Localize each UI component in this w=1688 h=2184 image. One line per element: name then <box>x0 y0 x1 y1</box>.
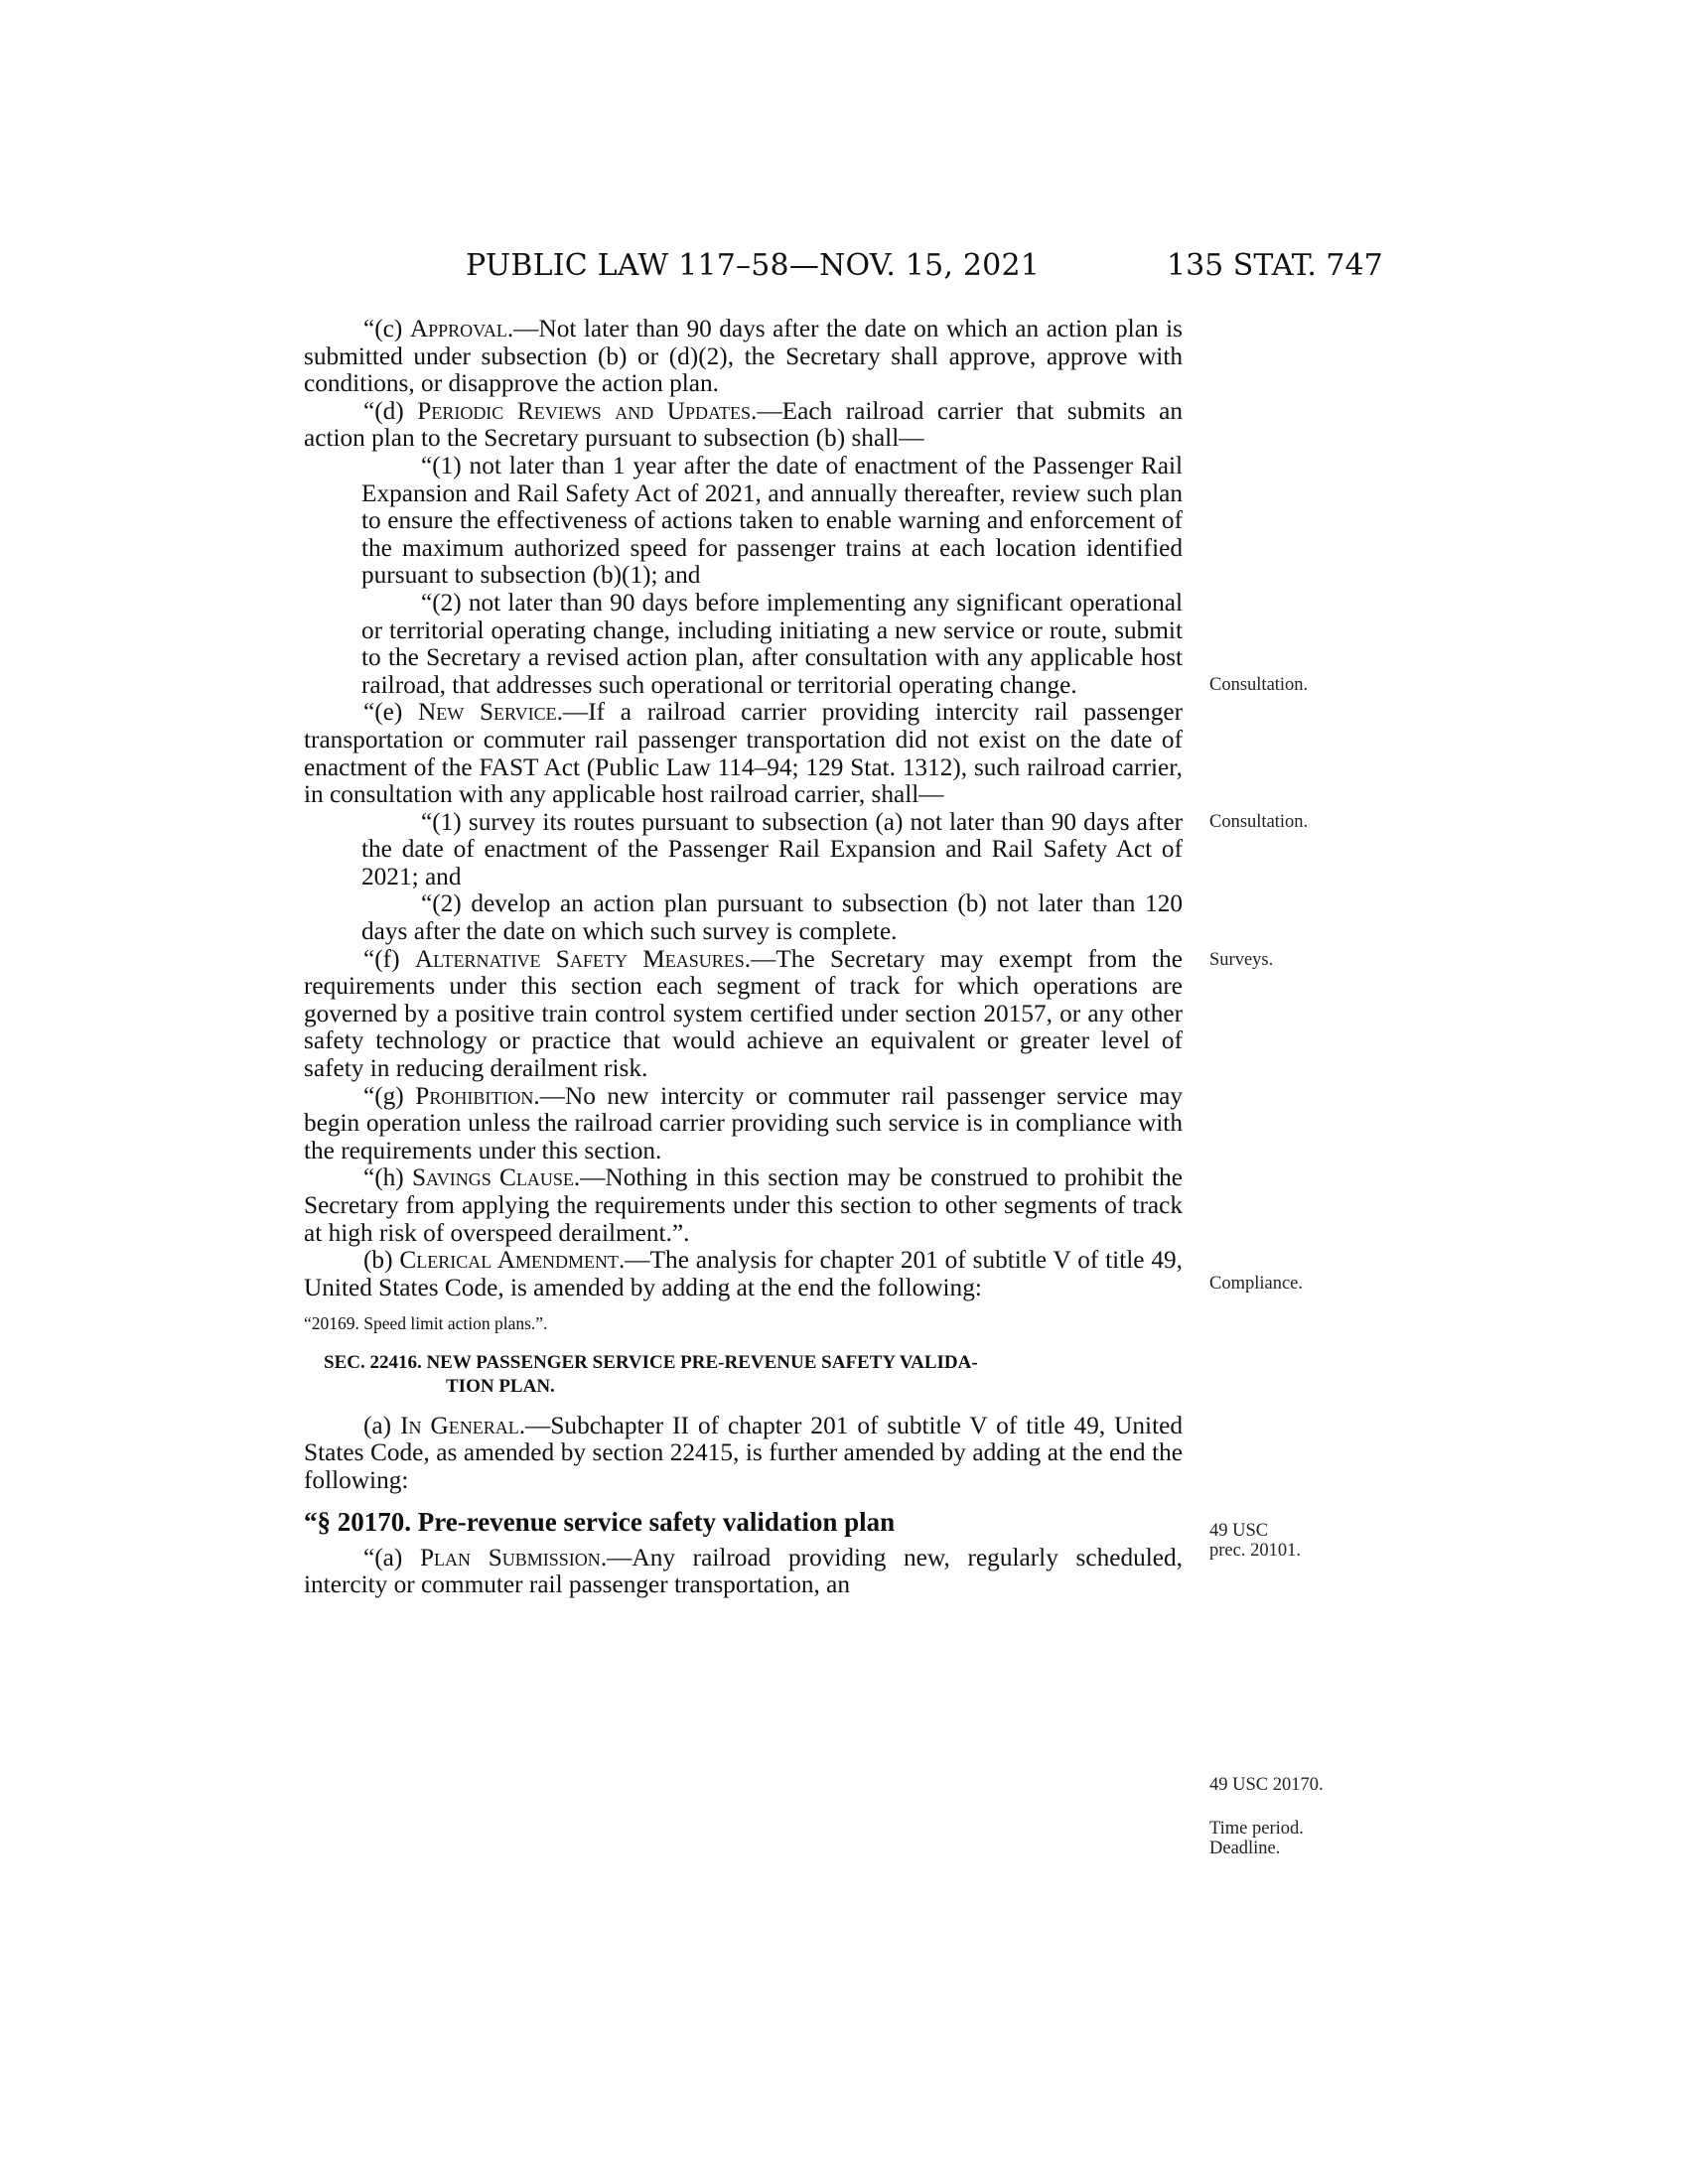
sidenote-compliance: Compliance. <box>1209 1274 1304 1294</box>
paragraph-heading: Plan Submission <box>419 1543 601 1571</box>
sidenote-usc-prec: 49 USC prec. 20101. <box>1209 1521 1301 1561</box>
paragraph-a-in-general: (a) In General.—Subchapter II of chapter 201 of subtitle V of title 49, United States Code, as amended by section 22415, is further amended by adding at the end the following: <box>304 1411 1183 1495</box>
section-title: “§ 20170. Pre-revenue service safety validation plan <box>304 1506 896 1537</box>
paragraph-e2: “(2) develop an action plan pursuant to subsection (b) not later than 120 days after the date on which such survey is complete. <box>361 889 1183 946</box>
paragraph-e: “(e) New Service.—If a railroad carrier providing intercity rail passenger transportation or commuter rail passenger transportation did not exist on the date of enactment of the FAST Act (Public Law 114–94; 129 Stat. 1312), such railroad carrier, in consultation with any applicable host railroad carrier, shall— <box>304 698 1183 809</box>
sidenote-usc-20170: 49 USC 20170. <box>1209 1775 1324 1795</box>
paragraph-heading: Savings Clause <box>411 1163 574 1192</box>
page-number: 135 STAT. 747 <box>1167 248 1383 283</box>
paragraph-heading: Approval <box>409 315 507 342</box>
paragraph-g: “(g) Prohibition.—No new intercity or commuter rail passenger service may begin operation unless the railroad carrier providing such service is in compliance with the requirements under this section. <box>304 1081 1183 1164</box>
paragraph-heading: New Service <box>418 698 557 727</box>
paragraph-e1: “(1) survey its routes pursuant to subsection (a) not later than 90 days after the date of enactment of the Passenger Rail Expansion and Rail Safety Act of 2021; and <box>361 807 1183 890</box>
running-head: PUBLIC LAW 117–58—NOV. 15, 2021 <box>466 248 1041 283</box>
page-header <box>0 248 1688 288</box>
section-heading: SEC. 22416. NEW PASSENGER SERVICE PRE-REVENUE SAFETY VALIDA- TION PLAN. <box>324 1351 978 1397</box>
paragraph-heading: Clerical Amendment <box>399 1246 619 1275</box>
paragraph-d1: “(1) not later than 1 year after the date of enactment of the Passenger Rail Expansion and Rail Safety Act of 2021, and annually thereafter, review such plan to ensure the effectiveness of actions taken to enable warning and enforcement of the maximum authorized speed for passenger trains at each location identified pursuant to subsection (b)(1); and <box>361 451 1183 590</box>
document-body <box>304 316 1183 1599</box>
paragraph-heading: Prohibition <box>415 1081 534 1110</box>
paragraph-c: “(c) Approval.—Not later than 90 days after the date on which an action plan is submitted under subsection (b) or (d)(2), the Secretary shall approve, approve with conditions, or disapprove the action plan. <box>304 315 1183 398</box>
sidenote-consultation: Consultation. <box>1209 675 1309 695</box>
clerical-entry: “20169. Speed limit action plans.”. <box>304 1313 548 1334</box>
sidenote-surveys: Surveys. <box>1209 950 1274 970</box>
paragraph-d: “(d) Periodic Reviews and Updates.—Each railroad carrier that submits an action plan to the Secretary pursuant to subsection (b) shall— <box>304 396 1183 453</box>
paragraph-heading: Alternative Safety Measures <box>414 944 745 973</box>
paragraph-heading: In General <box>400 1411 519 1439</box>
paragraph-clerical-amendment: (b) Clerical Amendment.—The analysis for chapter 201 of subtitle V of title 49, United States Code, is amended by adding at the end the following: <box>304 1246 1183 1301</box>
paragraph-f: “(f) Alternative Safety Measures.—The Secretary may exempt from the requirements under this section each segment of track for which operations are governed by a positive train control system certified under section 20157, or any other safety technology or practice that would achieve an equivalent or greater level of safety in reducing derailment risk. <box>304 944 1184 1083</box>
paragraph-h: “(h) Savings Clause.—Nothing in this section may be construed to prohibit the Secretary from applying the requirements under this section to other segments of track at high risk of overspeed derailment.”. <box>304 1163 1183 1247</box>
paragraph-heading: Periodic Reviews and Updates <box>417 396 752 425</box>
paragraph-d2: “(2) not later than 90 days before implementing any significant operational or territorial operating change, including initiating a new service or route, submit to the Secretary a revised action plan, after consultation with any applicable host railroad, that addresses such operational or territorial operating change. <box>361 588 1183 699</box>
sidenote-time-period: Time period. Deadline. <box>1209 1819 1304 1858</box>
paragraph-a-plan-submission: “(a) Plan Submission.—Any railroad providing new, regularly scheduled, intercity or commuter rail passenger transportation, an <box>304 1543 1183 1599</box>
sidenote-consultation: Consultation. <box>1209 812 1309 832</box>
